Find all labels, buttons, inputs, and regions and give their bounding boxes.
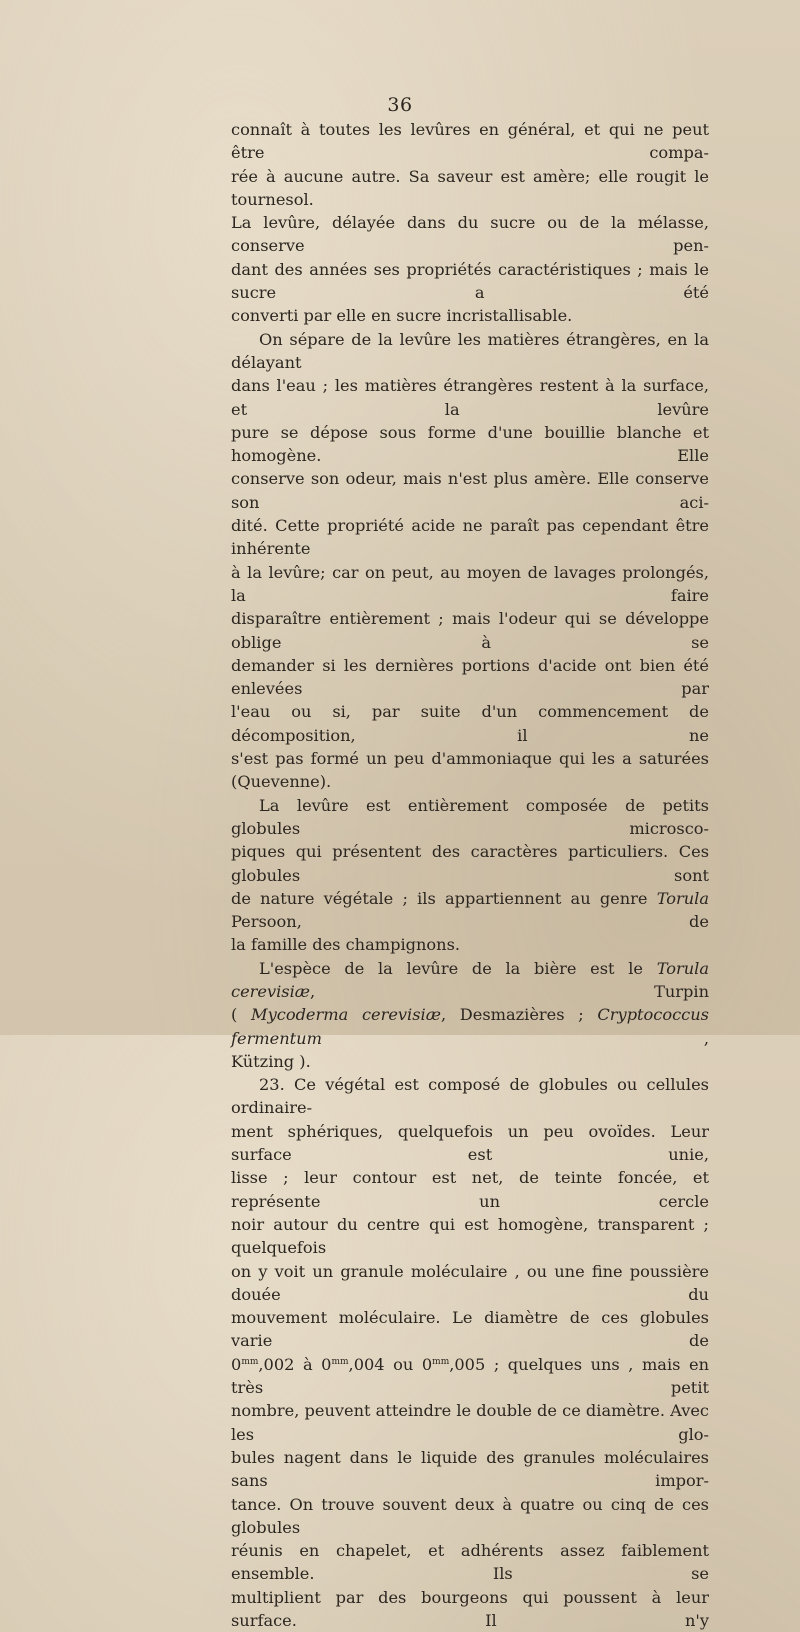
text-segment: ,004 ou 0: [348, 1354, 433, 1374]
species-name: Cryptococcus fermentum: [231, 1005, 709, 1048]
species-name: Torula cerevisiæ: [231, 958, 709, 1001]
text-segment: ,: [703, 1028, 709, 1048]
body-text: [231, 118, 709, 1632]
text-segment: 0: [231, 1354, 242, 1374]
text-segment: (: [231, 1005, 238, 1025]
text-line: on y voit un granule moléculaire , ou une fine poussière douée du: [231, 1261, 709, 1304]
unit-superscript: mm: [432, 1356, 450, 1367]
text-line: rée à aucune autre. Sa saveur est amère; elle rougit le tournesol.: [231, 166, 709, 209]
text-segment: ,002 à 0: [258, 1354, 332, 1374]
text-line: piques qui présentent des caractères particuliers. Ces globules sont: [231, 842, 709, 885]
text-line: [231, 887, 709, 934]
text-segment: , Turpin: [310, 981, 709, 1001]
text-line: [231, 1353, 709, 1400]
text-line: noir autour du centre qui est homogène, transparent ; quelquefois: [231, 1214, 709, 1258]
text-line: dans l'eau ; les matières étrangères restent à la surface, et la levûre: [231, 376, 709, 419]
text-line: ment sphériques, quelquefois un peu ovoïdes. Leur surface est unie,: [231, 1121, 709, 1165]
text-line: La levûre est entièrement composée de petits globules microsco-: [231, 795, 709, 838]
text-segment: ,005 ; quelques uns , mais en très petit: [231, 1354, 709, 1398]
text-segment: Persoon, de: [231, 912, 709, 932]
text-line: mouvement moléculaire. Le diamètre de ces globules varie de: [231, 1308, 709, 1351]
text-line: l'eau ou si, par suite d'un commencement de décomposition, il ne: [231, 702, 709, 745]
text-line: [231, 1003, 709, 1050]
unit-superscript: mm: [331, 1356, 349, 1367]
text-line: la famille des champignons.: [231, 935, 461, 955]
text-line: 23. Ce végétal est composé de globules ou cellules ordinaire-: [231, 1075, 709, 1118]
text-segment: , Desmazières ;: [440, 1005, 584, 1025]
text-line: tance. On trouve souvent deux à quatre ou cinq de ces globules: [231, 1494, 709, 1537]
text-line: La levûre, délayée dans du sucre ou de la mélasse, conserve pen-: [231, 213, 709, 256]
text-line: conserve son odeur, mais n'est plus amère. Elle conserve son aci-: [231, 469, 709, 512]
text-line: à la levûre; car on peut, au moyen de lavages prolongés, la faire: [231, 562, 709, 605]
species-name: Mycoderma cerevisiæ: [251, 1005, 441, 1025]
text-line: lisse ; leur contour est net, de teinte foncée, et représente un cercle: [231, 1168, 709, 1211]
text-line: demander si les dernières portions d'acide ont bien été enlevées par: [231, 655, 709, 699]
text-line: connaît à toutes les levûres en général, et qui ne peut être compa-: [231, 120, 709, 163]
text-line: pure se dépose sous forme d'une bouillie blanche et homogène. Elle: [231, 422, 709, 466]
unit-superscript: mm: [241, 1356, 259, 1367]
text-line: multiplient par des bourgeons qui poussent à leur surface. Il n'y: [231, 1587, 709, 1630]
page-number: 36: [387, 94, 413, 116]
text-line: On sépare de la levûre les matières étrangères, en la délayant: [231, 329, 709, 372]
text-line: Kützing ).: [231, 1051, 311, 1071]
genus-name: Torula: [656, 888, 709, 908]
text-line: dant des années ses propriétés caractéristiques ; mais le sucre a été: [231, 259, 709, 303]
text-line: réunis en chapelet, et adhérents assez faiblement ensemble. Ils se: [231, 1541, 709, 1584]
text-line: converti par elle en sucre incristallisable.: [231, 306, 573, 326]
text-line: bules nagent dans le liquide des granules moléculaires sans impor-: [231, 1447, 709, 1491]
text-line: disparaître entièrement ; mais l'odeur qui se développe oblige à se: [231, 609, 709, 652]
text-line: s'est pas formé un peu d'ammoniaque qui les a saturées (Quevenne).: [231, 749, 709, 792]
text-line: dité. Cette propriété acide ne paraît pas cependant être inhérente: [231, 516, 709, 559]
text-segment: de nature végétale ; ils appartiennent au genre: [231, 888, 648, 908]
text-segment: L'espèce de la levûre de la bière est le: [259, 958, 644, 978]
text-line: nombre, peuvent atteindre le double de ce diamètre. Avec les glo-: [231, 1401, 709, 1444]
text-line: [231, 957, 709, 1004]
